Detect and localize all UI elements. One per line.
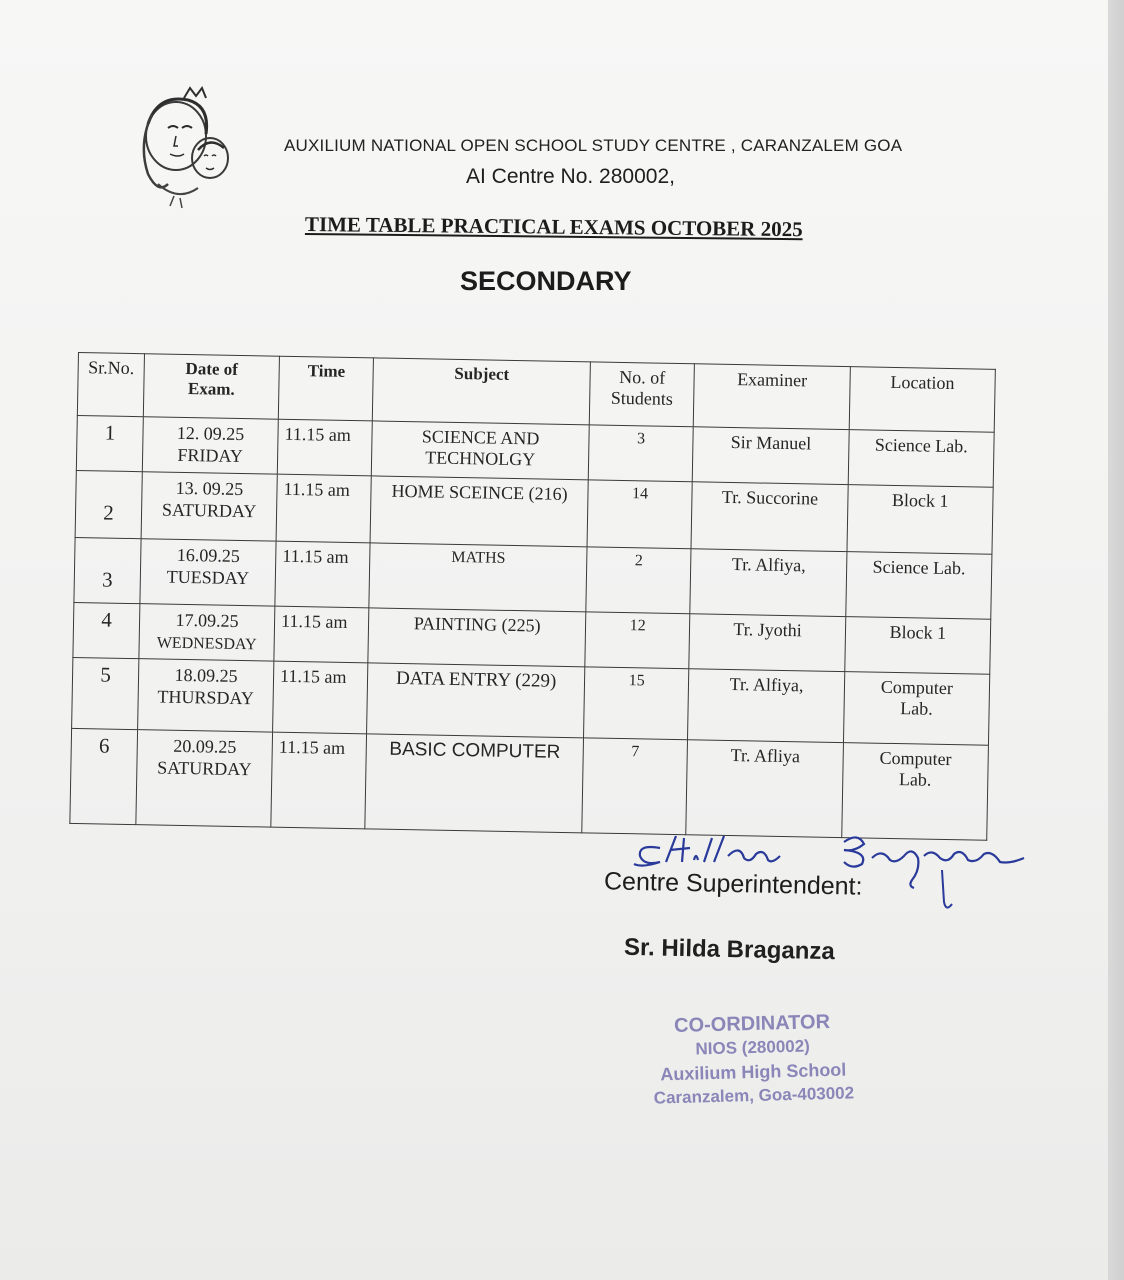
- cell-examiner: Tr. Succorine: [691, 482, 848, 552]
- cell-time: 11.15 am: [271, 732, 367, 829]
- stamp-line: Caranzalem, Goa-403002: [653, 1083, 855, 1108]
- cell-sr-no: 5: [72, 657, 139, 729]
- cell-date: 17.09.25 WEDNESDAY: [139, 604, 275, 661]
- cell-sr-no: 4: [73, 602, 140, 658]
- cell-sr-no: 1: [76, 415, 143, 471]
- level-heading: SECONDARY: [460, 266, 632, 296]
- cell-subject: BASIC COMPUTER: [365, 734, 583, 833]
- cell-examiner: Tr. Afliya: [686, 740, 843, 838]
- cell-date: 18.09.25 THURSDAY: [138, 659, 274, 732]
- header-students: No. of Students: [589, 362, 695, 427]
- exam-timetable: [69, 352, 995, 841]
- cell-time: 11.15 am: [275, 541, 371, 608]
- cell-students: 7: [582, 738, 688, 835]
- header-sr-no: Sr.No.: [77, 353, 144, 417]
- timetable-wrapper: [69, 352, 995, 841]
- stamp-line: Auxilium High School: [660, 1059, 847, 1085]
- cell-location: Block 1: [847, 485, 993, 555]
- coordinator-stamp: [617, 1008, 889, 1111]
- page-title: TIME TABLE PRACTICAL EXAMS OCTOBER 2025: [304, 212, 803, 242]
- cell-time: 11.15 am: [277, 419, 372, 476]
- header-date: Date of Exam.: [143, 354, 279, 419]
- cell-subject: MATHS: [369, 543, 586, 612]
- cell-time: 11.15 am: [274, 606, 369, 663]
- cell-students: 12: [585, 612, 691, 669]
- cell-examiner: Sir Manuel: [693, 427, 849, 485]
- school-logo-emblem: [118, 84, 244, 210]
- cell-sr-no: 6: [70, 728, 138, 824]
- cell-location: Science Lab.: [848, 430, 994, 488]
- cell-time: 11.15 am: [273, 661, 369, 734]
- cell-examiner: Tr. Alfiya,: [688, 669, 845, 743]
- stamp-line: CO-ORDINATOR: [673, 1010, 831, 1038]
- header-subject: Subject: [373, 358, 590, 425]
- cell-subject: PAINTING (225): [368, 608, 585, 667]
- background-edge: [1108, 0, 1124, 1280]
- cell-examiner: Tr. Alfiya,: [690, 549, 847, 617]
- cell-date: 20.09.25 SATURDAY: [136, 730, 273, 827]
- header-time: Time: [278, 356, 374, 421]
- cell-subject: HOME SCEINCE (216): [371, 476, 588, 547]
- table-row: [70, 728, 989, 840]
- cell-students: 3: [588, 425, 694, 482]
- centre-number: AI Centre No. 280002,: [466, 165, 675, 188]
- cell-sr-no: 3: [74, 537, 141, 603]
- cell-time: 11.15 am: [276, 474, 372, 543]
- cell-date: 16.09.25 TUESDAY: [140, 539, 276, 606]
- cell-date: 12. 09.25 FRIDAY: [142, 417, 278, 474]
- cell-location: Computer Lab.: [843, 672, 990, 746]
- superintendent-name: Sr. Hilda Braganza: [623, 933, 836, 966]
- cell-subject: DATA ENTRY (229): [367, 663, 585, 738]
- cell-subject: SCIENCE AND TECHNOLGY: [372, 421, 589, 480]
- header-location: Location: [849, 367, 995, 433]
- cell-sr-no: 2: [75, 470, 142, 538]
- school-name: AUXILIUM NATIONAL OPEN SCHOOL STUDY CENTRE , CARANZALEM GOA: [284, 136, 903, 155]
- cell-location: Block 1: [845, 617, 991, 675]
- header-examiner: Examiner: [694, 364, 850, 430]
- cell-location: Computer Lab.: [841, 743, 988, 841]
- stamp-line: NIOS (280002): [695, 1036, 811, 1059]
- cell-students: 2: [586, 547, 692, 614]
- cell-students: 14: [587, 480, 693, 549]
- cell-date: 13. 09.25 SATURDAY: [141, 472, 277, 541]
- cell-examiner: Tr. Jyothi: [689, 614, 845, 672]
- superintendent-label: Centre Superintendent:: [603, 867, 863, 901]
- cell-students: 15: [583, 667, 689, 740]
- cell-location: Science Lab.: [846, 552, 992, 620]
